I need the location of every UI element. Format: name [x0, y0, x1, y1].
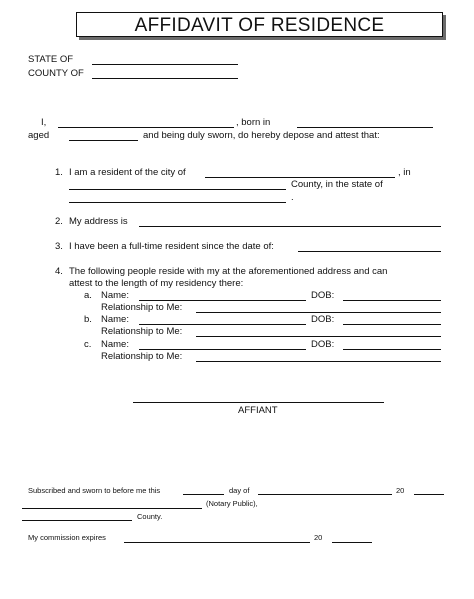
person-a-dob-field[interactable]: [343, 300, 441, 301]
aged-label: aged: [28, 130, 50, 141]
affiant-label: AFFIANT: [238, 405, 278, 416]
subscribed-text: Subscribed and sworn to before me this: [28, 486, 161, 495]
notary-public-field[interactable]: [22, 508, 202, 509]
person-b-rel-label: Relationship to Me:: [101, 326, 183, 337]
person-c-rel-label: Relationship to Me:: [101, 351, 183, 362]
commission-date-field[interactable]: [124, 542, 310, 543]
item4-line1: The following people reside with my at the aforementioned address and can: [69, 266, 388, 277]
item3-text: I have been a full-time resident since the date of:: [69, 241, 274, 252]
notary-public-label: (Notary Public),: [206, 499, 258, 508]
item4-line2: attest to the length of my residency there:: [69, 278, 244, 289]
person-b-rel-field[interactable]: [196, 336, 441, 337]
person-c-dob-field[interactable]: [343, 349, 441, 350]
item1-county-state: County, in the state of: [291, 179, 383, 190]
person-a-rel-field[interactable]: [196, 312, 441, 313]
person-c-letter: c.: [84, 339, 92, 350]
person-a-letter: a.: [84, 290, 92, 301]
year-prefix: 20: [396, 486, 405, 495]
sworn-text: and being duly sworn, do hereby depose and attest that:: [143, 130, 380, 141]
state-label: STATE OF: [28, 54, 74, 65]
born-in-label: , born in: [236, 117, 271, 128]
person-c-name-field[interactable]: [139, 349, 306, 350]
item1-text: I am a resident of the city of: [69, 167, 186, 178]
item1-number: 1.: [55, 167, 63, 178]
person-b-letter: b.: [84, 314, 92, 325]
age-field[interactable]: [69, 140, 138, 141]
person-c-rel-field[interactable]: [196, 361, 441, 362]
commission-year-field[interactable]: [332, 542, 372, 543]
item3-number: 3.: [55, 241, 63, 252]
person-c-dob-label: DOB:: [311, 339, 335, 350]
county-label: COUNTY OF: [28, 68, 84, 79]
state-name-field[interactable]: [69, 202, 286, 203]
affiant-name-field[interactable]: [58, 127, 234, 128]
person-b-name-label: Name:: [101, 314, 129, 325]
residency-date-field[interactable]: [298, 251, 441, 252]
state-field[interactable]: [92, 64, 238, 65]
item4-number: 4.: [55, 266, 63, 277]
item2-number: 2.: [55, 216, 63, 227]
birthplace-field[interactable]: [297, 127, 433, 128]
person-a-name-field[interactable]: [139, 300, 306, 301]
notary-county-field[interactable]: [22, 520, 132, 521]
item1-in: , in: [398, 167, 411, 178]
person-a-dob-label: DOB:: [311, 290, 335, 301]
person-c-name-label: Name:: [101, 339, 129, 350]
county-field[interactable]: [92, 78, 238, 79]
commission-year-prefix: 20: [314, 533, 323, 542]
affiant-signature-field[interactable]: [133, 402, 384, 403]
commission-label: My commission expires: [28, 533, 106, 542]
person-b-dob-field[interactable]: [343, 324, 441, 325]
person-b-name-field[interactable]: [139, 324, 306, 325]
document-title: AFFIDAVIT OF RESIDENCE: [134, 15, 385, 36]
notary-county-label: County.: [137, 512, 163, 521]
notary-day-field[interactable]: [183, 494, 224, 495]
person-b-dob-label: DOB:: [311, 314, 335, 325]
notary-year-field[interactable]: [414, 494, 444, 495]
item2-text: My address is: [69, 216, 128, 227]
address-field[interactable]: [139, 226, 441, 227]
title-box: [76, 12, 443, 37]
intro-i-label: I,: [41, 117, 47, 128]
county-name-field[interactable]: [69, 189, 286, 190]
item1-end: .: [291, 192, 294, 203]
day-of-label: day of: [229, 486, 250, 495]
notary-month-field[interactable]: [258, 494, 392, 495]
person-a-name-label: Name:: [101, 290, 129, 301]
city-field[interactable]: [205, 177, 395, 178]
person-a-rel-label: Relationship to Me:: [101, 302, 183, 313]
